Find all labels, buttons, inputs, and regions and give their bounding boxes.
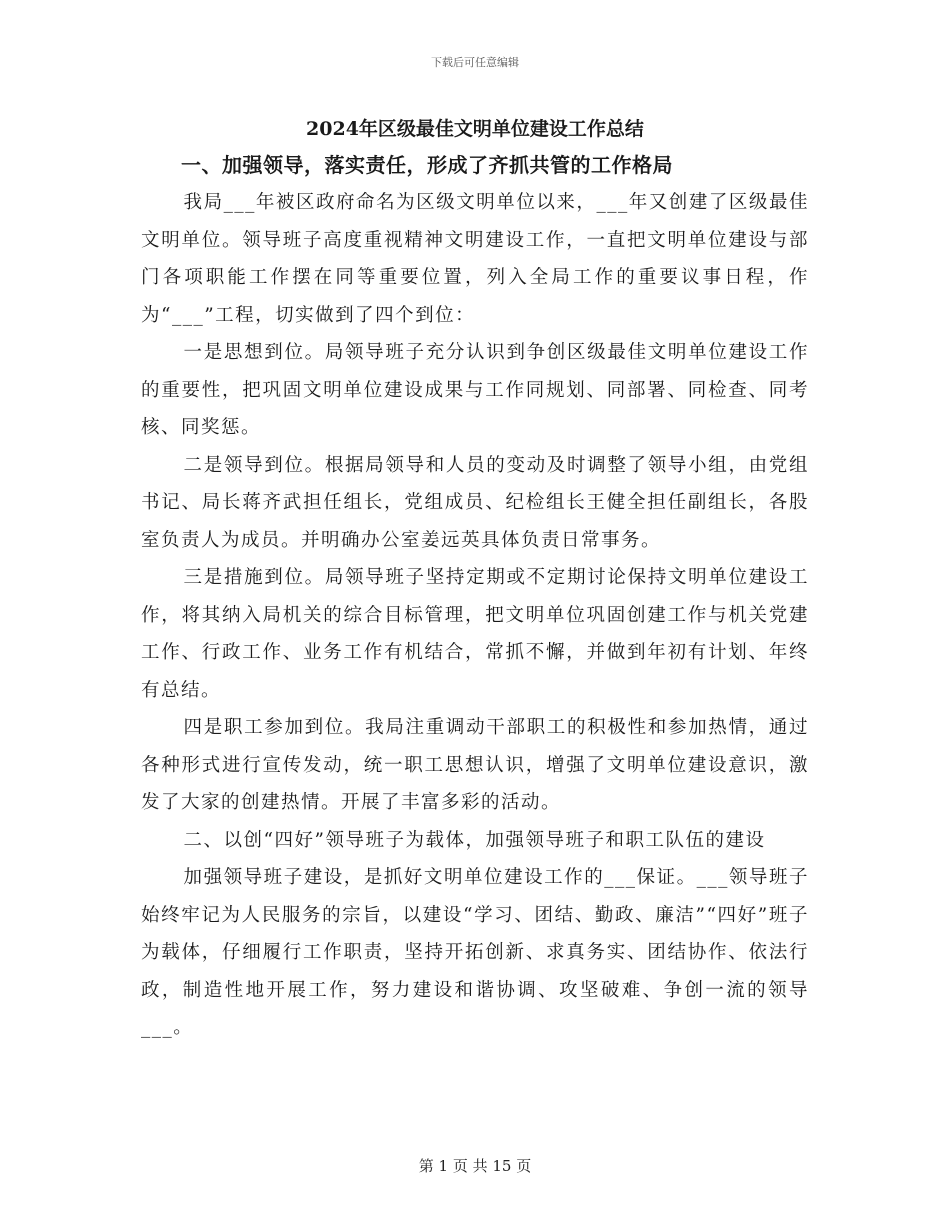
paragraph-staff: 四是职工参加到位。我局注重调动干部职工的积极性和参加热情，通过各种形式进行宣传发动，统一职工思想认识，增强了文明单位建设意识，激发了大家的创建热情。开展了丰富多彩的活动。 bbox=[141, 717, 809, 813]
paragraph-thought: 一是思想到位。局领导班子充分认识到争创区级最佳文明单位建设工作的重要性，把巩固文明单位建设成果与工作同规划、同部署、同检查、同考核、同奖惩。 bbox=[141, 342, 809, 438]
section-heading-1: 一、加强领导，落实责任，形成了齐抓共管的工作格局 bbox=[181, 153, 673, 177]
paragraph-intro: 我局___年被区政府命名为区级文明单位以来，___年又创建了区级最佳文明单位。领导班子高度重视精神文明建设工作，一直把文明单位建设与部门各项职能工作摆在同等重要位置，列入全局工作的重要议事日程，作为“___”工程，切实做到了四个到位： bbox=[141, 192, 809, 326]
page-number-indicator: 第 1 页 共 15 页 bbox=[418, 1157, 532, 1175]
paragraph-team-building: 加强领导班子建设，是抓好文明单位建设工作的___保证。___领导班子始终牢记为人民服务的宗旨，以建设“学习、团结、勤政、廉洁”“四好”班子为载体，仔细履行工作职责，坚持开拓创新、求真务实、团结协作、依法行政，制造性地开展工作，努力建设和谐协调、攻坚破难、争创一流的领导___。 bbox=[141, 867, 809, 1038]
section-heading-2: 二、以创“四好”领导班子为载体，加强领导班子和职工队伍的建设 bbox=[183, 829, 766, 851]
document-title: 2024年区级最佳文明单位建设工作总结 bbox=[306, 118, 644, 140]
paragraph-leadership: 二是领导到位。根据局领导和人员的变动及时调整了领导小组，由党组书记、局长蒋齐武担任组长，党组成员、纪检组长王健全担任副组长，各股室负责人为成员。并明确办公室姜远英具体负责日常事务。 bbox=[141, 454, 809, 551]
paragraph-measures: 三是措施到位。局领导班子坚持定期或不定期讨论保持文明单位建设工作，将其纳入局机关的综合目标管理，把文明单位巩固创建工作与机关党建工作、行政工作、业务工作有机结合，常抓不懈，并做到年初有计划、年终有总结。 bbox=[141, 567, 809, 701]
page-header-note: 下载后可任意编辑 bbox=[431, 56, 519, 69]
document-body bbox=[141, 112, 809, 1047]
